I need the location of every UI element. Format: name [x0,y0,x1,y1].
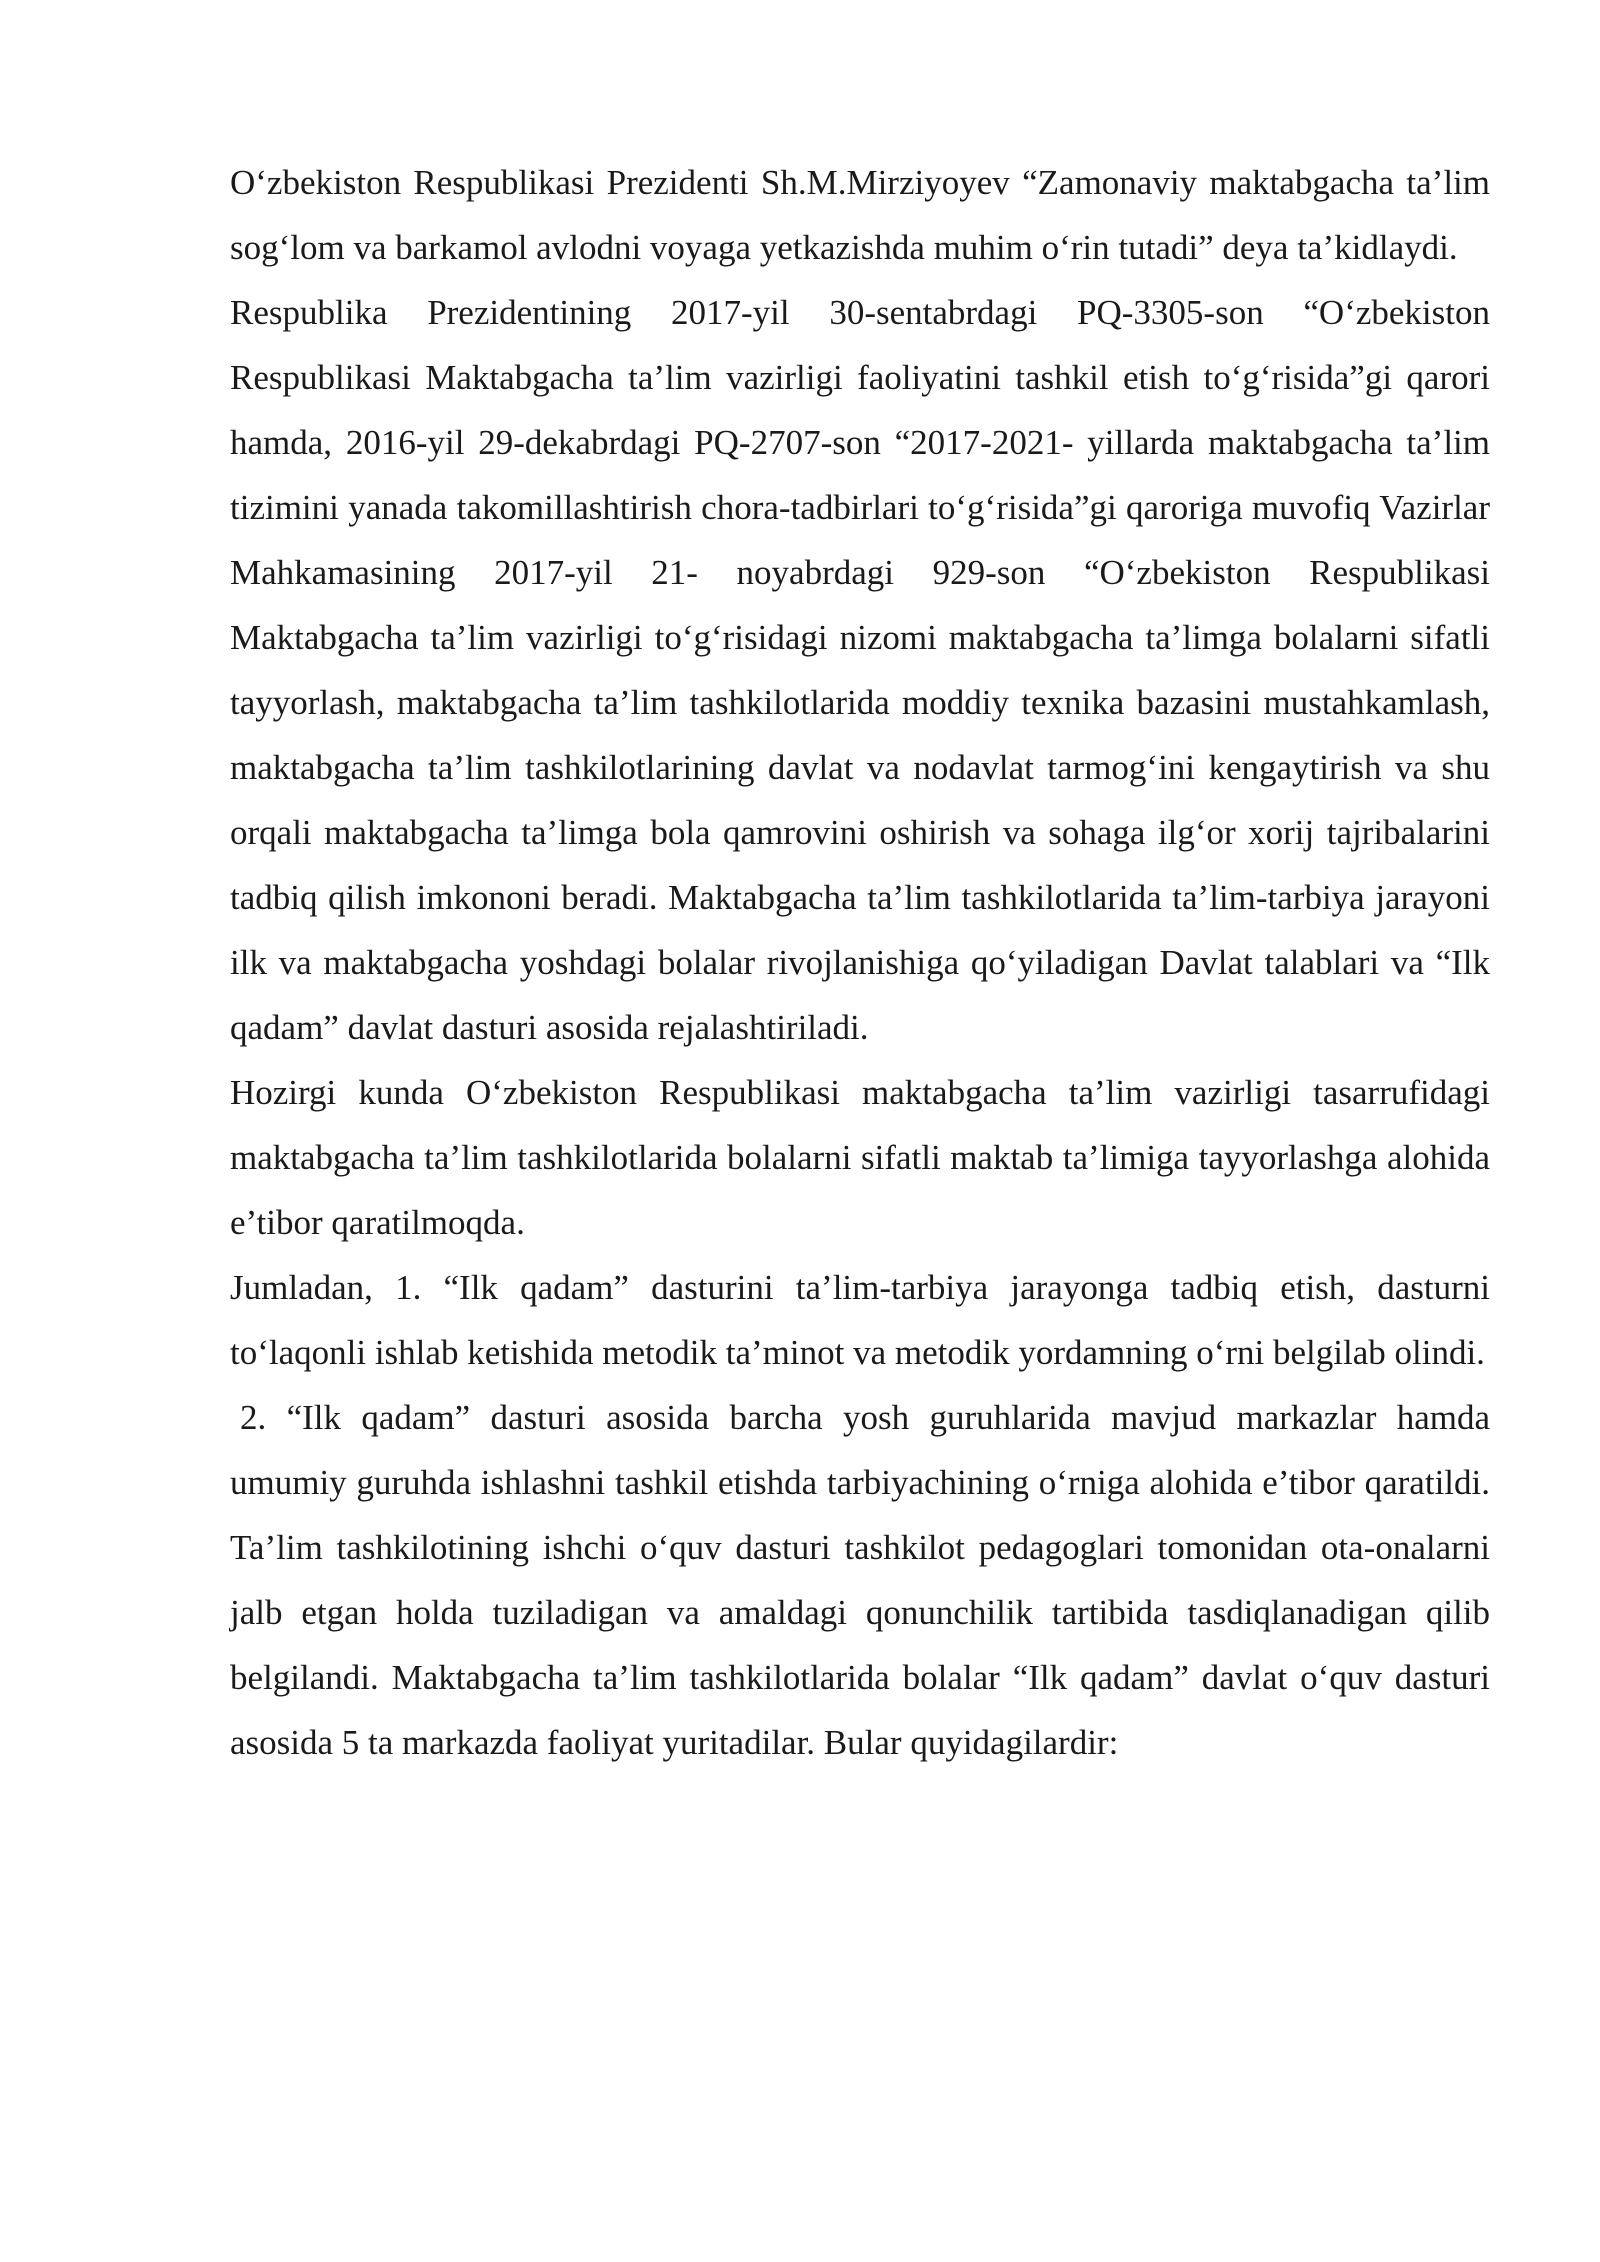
paragraph-resolutions: Respublika Prezidentining 2017-yil 30-sentabrdagi PQ-3305-son “O‘zbekiston Respublikasi Maktabgacha ta’lim vazirligi faoliyatini tashkil etish to‘g‘risida”gi qarori hamda, 2016-yil 29-dekabrdagi PQ-2707-son “2017-2021- yillarda maktabgacha ta’lim tizimini yanada takomillashtirish chora-tadbirlari to‘g‘risida”gi qaroriga muvofiq Vazirlar Mahkamasining 2017-yil 21- noyabrdagi 929-son “O‘zbekiston Respublikasi Maktabgacha ta’lim vazirligi to‘g‘risidagi nizomi maktabgacha ta’limga bolalarni sifatli tayyorlash, maktabgacha ta’lim tashkilotlarida moddiy texnika bazasini mustahkamlash, maktabgacha ta’lim tashkilotlarining davlat va nodavlat tarmog‘ini kengaytirish va shu orqali maktabgacha ta’limga bola qamrovini oshirish va sohaga ilg‘or xorij tajribalarini tadbiq qilish imkononi beradi. Maktabgacha ta’lim tashkilotlarida ta’lim-tarbiya jarayoni ilk va maktabgacha yoshdagi bolalar rivojlanishiga qo‘yiladigan Davlat talablari va “Ilk qadam” davlat dasturi asosida rejalashtiriladi. [230,293,1490,1047]
paragraph-current-focus: Hozirgi kunda O‘zbekiston Respublikasi maktabgacha ta’lim vazirligi tasarrufidagi maktabgacha ta’lim tashkilotlarida bolalarni sifatli maktab ta’limiga tayyorlashga alohida e’tibor qaratilmoqda. [230,1073,1490,1242]
paragraph-point-one: Jumladan, 1. “Ilk qadam” dasturini ta’lim-tarbiya jarayonga tadbiq etish, dasturni to‘laqonli ishlab ketishida metodik ta’minot va metodik yordamning o‘rni belgilab olindi. [230,1268,1490,1372]
paragraph-point-two: 2. “Ilk qadam” dasturi asosida barcha yosh guruhlarida mavjud markazlar hamda umumiy guruhda ishlashni tashkil etishda tarbiyachining o‘rniga alohida e’tibor qaratildi. Ta’lim tashkilotining ishchi o‘quv dasturi tashkilot pedagoglari tomonidan ota-onalarni jalb etgan holda tuziladigan va amaldagi qonunchilik tartibida tasdiqlanadigan qilib belgilandi. Maktabgacha ta’lim tashkilotlarida bolalar “Ilk qadam” davlat o‘quv dasturi asosida 5 ta markazda faoliyat yuritadilar. Bular quyidagilardir: [230,1398,1490,1762]
paragraph-president-quote: O‘zbekiston Respublikasi Prezidenti Sh.M.Mirziyoyev “Zamonaviy maktabgacha ta’lim sog‘lom va barkamol avlodni voyaga yetkazishda muhim o‘rin tutadi” deya ta’kidlaydi. [230,163,1490,267]
document-body [230,150,1490,1775]
